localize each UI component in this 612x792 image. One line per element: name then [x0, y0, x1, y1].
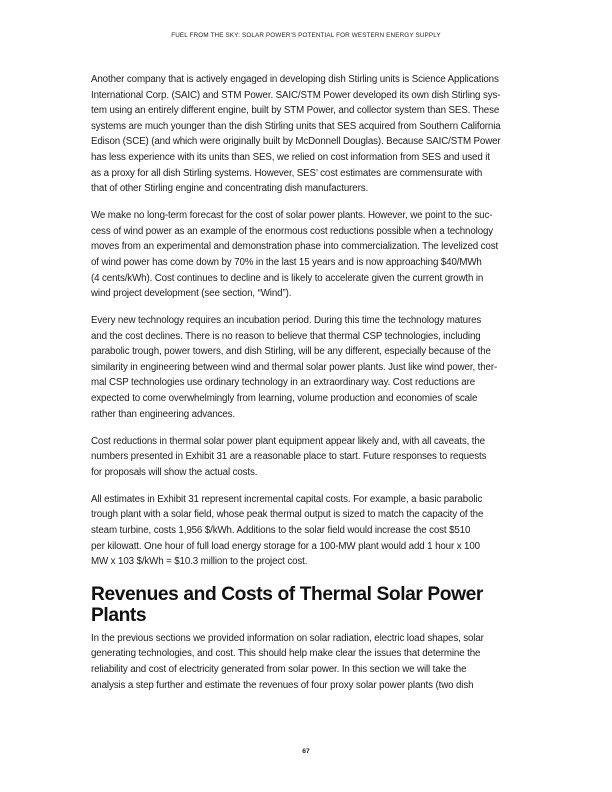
- text-line: similarity in engineering between wind and thermal solar power plants. Just like wind power, ther-: [91, 361, 498, 373]
- text-line: International Corp. (SAIC) and STM Power. SAIC/STM Power developed its own dish Stirling sys-: [91, 89, 501, 101]
- text-line: expected to come overwhelmingly from learning, volume production and economies of scale: [91, 393, 478, 405]
- section-heading-line: Revenues and Costs of Thermal Solar Power: [91, 583, 483, 605]
- paragraphs-after-heading: [91, 631, 522, 693]
- text-line: reliability and cost of electricity generated from solar power. In this section we will take the: [91, 663, 467, 675]
- paragraph: [91, 208, 522, 302]
- text-line: that of other Stirling engine and concentrating dish manufacturers.: [91, 183, 369, 195]
- text-line: Edison (SCE) (and which were originally built by McDonnell Douglas). Because SAIC/STM Power: [91, 136, 501, 148]
- body-text: [91, 72, 522, 705]
- text-line: rather than engineering advances.: [91, 408, 236, 420]
- text-line: wind project development (see section, “Wind”).: [91, 288, 292, 300]
- section-heading: [91, 584, 522, 627]
- text-line: systems are much younger than the dish Stirling units that SES acquired from Southern California: [91, 120, 501, 132]
- text-line: steam turbine, costs 1,956 $/kWh. Additions to the solar field would increase the cost $510: [91, 525, 471, 536]
- text-line: as a proxy for all dish Stirling systems. However, SES’ cost estimates are commensurate with: [91, 167, 483, 179]
- text-line: generating technologies, and cost. This should help make clear the issues that determine the: [91, 648, 481, 660]
- paragraph: [91, 631, 522, 693]
- text-line: We make no long-term forecast for the cost of solar power plants. However, we point to the suc-: [91, 210, 493, 222]
- text-line: mal CSP technologies use ordinary technology in an extraordinary way. Cost reductions are: [91, 377, 476, 389]
- text-line: for proposals will show the actual costs.: [91, 466, 258, 478]
- text-line: has less experience with its units than SES, we relied on cost information from SES and used it: [91, 151, 490, 163]
- text-line: trough plant with a solar field, whose peak thermal output is sized to match the capacity of the: [91, 509, 484, 521]
- paragraphs-before-heading: [91, 72, 522, 570]
- text-line: MW x 103 $/kWh = $10.3 million to the project cost.: [91, 556, 308, 568]
- text-line: cess of wind power as an example of the enormous cost reductions possible when a technology: [91, 225, 494, 237]
- text-line: Another company that is actively engaged in developing dish Stirling units is Science Applications: [91, 74, 499, 85]
- paragraph: [91, 313, 522, 422]
- paragraph: [91, 492, 522, 570]
- text-line: Every new technology requires an incubation period. During this time the technology matures: [91, 315, 482, 327]
- text-line: All estimates in Exhibit 31 represent incremental capital costs. For example, a basic parabolic: [91, 493, 483, 505]
- running-header: FUEL FROM THE SKY: SOLAR POWER'S POTENTIAL FOR WESTERN ENERGY SUPPLY: [171, 32, 441, 39]
- text-line: tem using an entirely different engine, built by STM Power, and collector system than SES. These: [91, 105, 500, 117]
- paragraph: [91, 434, 522, 481]
- text-line: In the previous sections we provided information on solar radiation, electric load shapes, solar: [91, 632, 484, 644]
- text-line: and the cost declines. There is no reason to believe that thermal CSP technologies, including: [91, 330, 481, 342]
- text-line: analysis a step further and estimate the revenues of four proxy solar power plants (two dish: [91, 679, 474, 691]
- text-line: Cost reductions in thermal solar power plant equipment appear likely and, with all caveats, the: [91, 435, 485, 447]
- text-line: parabolic trough, power towers, and dish Stirling, will be any different, especially because of the: [91, 346, 491, 358]
- text-line: moves from an experimental and demonstration phase into commercialization. The levelized cost: [91, 241, 499, 253]
- section-heading-line: Plants: [91, 605, 147, 627]
- text-line: numbers presented in Exhibit 31 are a reasonable place to start. Future responses to requests: [91, 451, 487, 463]
- text-line: per kilowatt. One hour of full load energy storage for a 100-MW plant would add 1 hour x 100: [91, 540, 480, 552]
- text-line: of wind power has come down by 70% in the last 15 years and is now approaching $40/MWh: [91, 256, 482, 268]
- page-number: 67: [302, 748, 310, 755]
- paragraph: [91, 72, 522, 197]
- text-line: (4 cents/kWh). Cost continues to decline and is likely to accelerate given the current growth in: [91, 272, 484, 284]
